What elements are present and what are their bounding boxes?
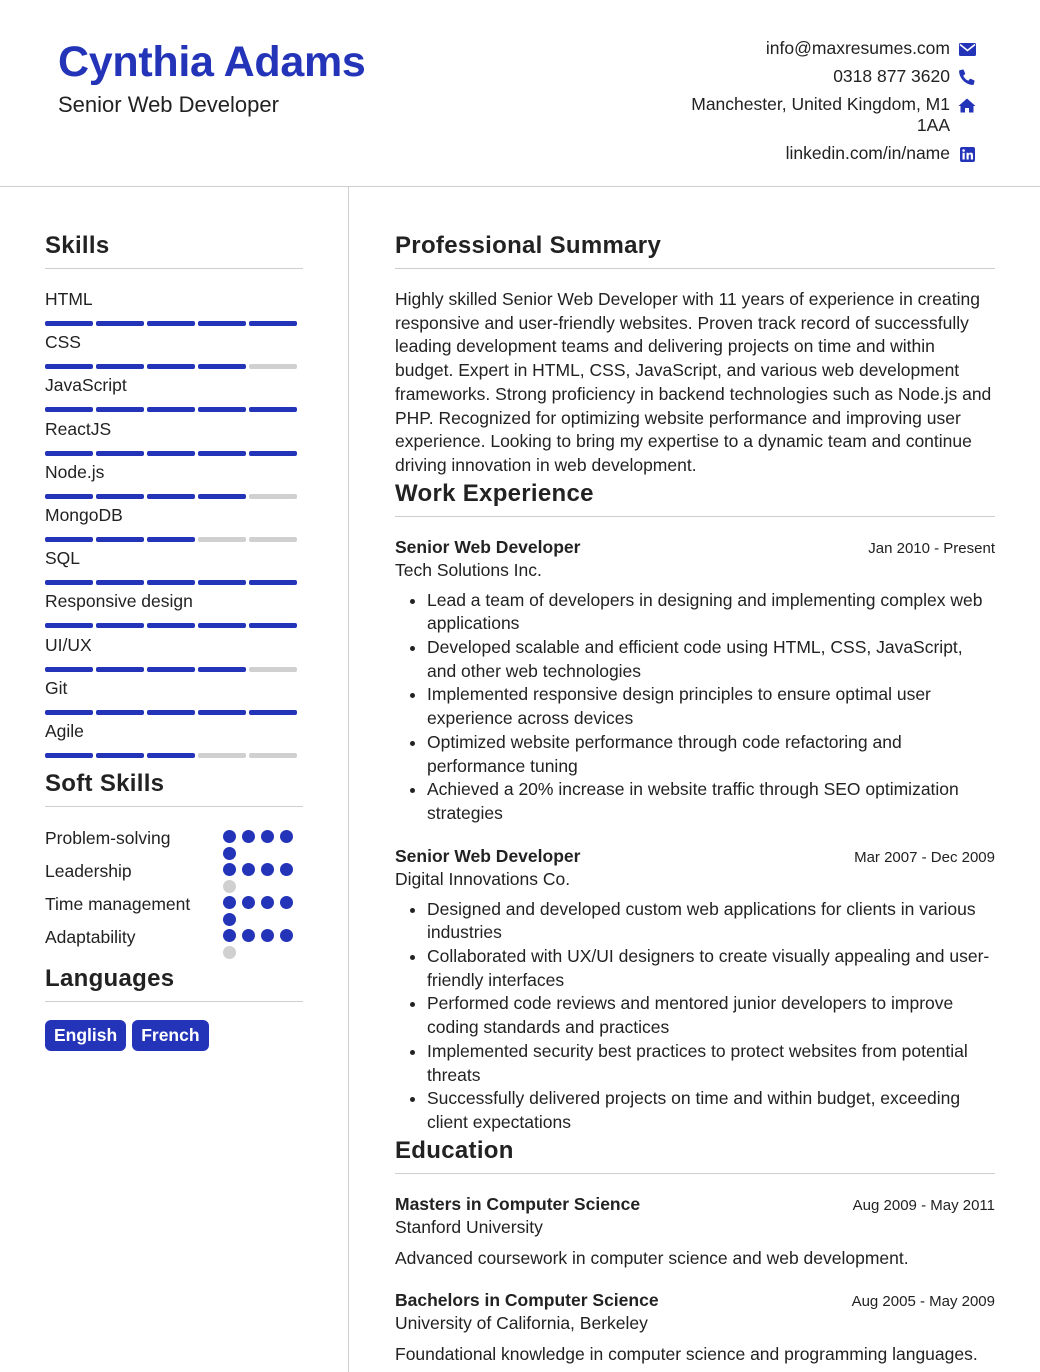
contact-address-text: Manchester, United Kingdom, M1 1AA: [691, 94, 950, 135]
education-entry: [395, 1290, 995, 1367]
skill-level-segment: [45, 623, 93, 628]
summary-heading: Professional Summary: [395, 232, 995, 269]
skill-level-segment: [249, 710, 297, 715]
soft-skill-name: Time management: [45, 894, 191, 915]
rating-dot: [242, 896, 255, 909]
rating-dot: [223, 913, 236, 926]
rating-dot: [223, 946, 236, 959]
soft-skill-item: [45, 893, 303, 926]
skill-name: HTML: [45, 289, 93, 309]
skill-level-bar: [45, 623, 303, 628]
skill-item: [45, 721, 303, 764]
skills-list: [45, 289, 303, 764]
skill-level-segment: [96, 753, 144, 758]
skill-level-segment: [249, 407, 297, 412]
skill-level-segment: [45, 494, 93, 499]
skill-level-segment: [147, 667, 195, 672]
rating-dot: [261, 929, 274, 942]
languages-heading: Languages: [45, 965, 303, 1002]
skill-level-segment: [198, 451, 246, 456]
experience-heading: Work Experience: [395, 480, 995, 517]
header-divider: [0, 186, 1040, 187]
job-bullet: • Designed and developed custom web applications for clients in various industries: [427, 898, 995, 945]
rating-dot: [223, 896, 236, 909]
education-description: Advanced coursework in computer science and web development.: [395, 1247, 909, 1268]
skill-name: UI/UX: [45, 634, 92, 655]
job-bullet: • Achieved a 20% increase in website traffic through SEO optimization strategies: [427, 778, 995, 825]
skill-level-segment: [45, 407, 93, 412]
soft-skill-rating: [223, 830, 303, 860]
skill-level-bar: [45, 451, 303, 456]
skill-level-bar: [45, 580, 303, 585]
envelope-icon: [958, 40, 976, 58]
skill-level-segment: [147, 710, 195, 715]
rating-dot: [280, 863, 293, 876]
rating-dot: [280, 896, 293, 909]
skill-item: [45, 505, 303, 548]
skill-level-segment: [96, 321, 144, 326]
contact-address: [656, 94, 976, 136]
right-column: [395, 232, 995, 1367]
skill-level-segment: [96, 451, 144, 456]
skill-level-segment: [198, 494, 246, 499]
skill-item: [45, 375, 303, 418]
skill-level-bar: [45, 537, 303, 542]
skill-level-segment: [96, 537, 144, 542]
skill-level-segment: [198, 321, 246, 326]
skill-level-bar: [45, 321, 303, 326]
skill-name: JavaScript: [45, 375, 127, 396]
skill-level-segment: [198, 753, 246, 758]
skill-level-segment: [45, 753, 93, 758]
skill-level-segment: [147, 407, 195, 412]
skill-level-segment: [96, 667, 144, 672]
contact-email[interactable]: [656, 38, 976, 59]
skill-level-bar: [45, 364, 303, 369]
skill-level-segment: [147, 623, 195, 628]
soft-skill-name: Leadership: [45, 861, 132, 882]
skill-level-segment: [96, 623, 144, 628]
skill-name: Agile: [45, 720, 84, 741]
skill-level-segment: [45, 537, 93, 542]
job-company: Digital Innovations Co.: [395, 868, 571, 889]
skill-name: Responsive design: [45, 591, 193, 612]
skill-level-segment: [96, 407, 144, 412]
job-entry: [395, 846, 995, 1135]
skill-level-segment: [198, 710, 246, 715]
skill-item: [45, 635, 303, 678]
skill-level-segment: [45, 580, 93, 585]
job-header: [395, 537, 995, 558]
skill-item: [45, 462, 303, 505]
job-role: Senior Web Developer: [395, 845, 581, 866]
soft-skill-item: [45, 926, 303, 959]
education-dates: Aug 2009 - May 2011: [852, 1196, 995, 1214]
job-company: Tech Solutions Inc.: [395, 559, 542, 580]
skill-name: MongoDB: [45, 504, 123, 525]
education-school: University of California, Berkeley: [395, 1313, 648, 1334]
skill-level-bar: [45, 753, 303, 758]
skill-level-segment: [249, 321, 297, 326]
job-bullet: • Lead a team of developers in designing and implementing complex web applications: [427, 589, 995, 636]
skill-item: [45, 419, 303, 462]
skill-level-segment: [147, 451, 195, 456]
skill-level-segment: [147, 753, 195, 758]
job-dates: Mar 2007 - Dec 2009: [854, 848, 995, 866]
rating-dot: [223, 863, 236, 876]
rating-dot: [242, 830, 255, 843]
skills-heading: Skills: [45, 232, 303, 269]
job-bullet: • Collaborated with UX/UI designers to create visually appealing and user-friendly interfaces: [427, 945, 995, 992]
skill-level-segment: [45, 451, 93, 456]
skill-level-segment: [147, 364, 195, 369]
job-entry: [395, 537, 995, 826]
education-school: Stanford University: [395, 1216, 543, 1237]
skill-level-segment: [45, 364, 93, 369]
skill-name: CSS: [45, 332, 81, 353]
soft-skill-rating: [223, 863, 303, 893]
rating-dot: [261, 830, 274, 843]
skill-level-segment: [198, 407, 246, 412]
soft-skill-name: Adaptability: [45, 927, 136, 948]
skill-level-segment: [96, 364, 144, 369]
skill-level-segment: [45, 667, 93, 672]
skill-item: [45, 289, 303, 332]
skill-level-segment: [198, 537, 246, 542]
education-heading: Education: [395, 1137, 995, 1174]
skill-level-segment: [249, 494, 297, 499]
rating-dot: [280, 929, 293, 942]
soft-skill-item: [45, 860, 303, 893]
language-chip: French: [132, 1020, 208, 1051]
skill-level-segment: [249, 364, 297, 369]
candidate-name: Cynthia Adams: [58, 38, 366, 86]
rating-dot: [223, 830, 236, 843]
candidate-title: Senior Web Developer: [58, 92, 279, 117]
soft-skills-heading: Soft Skills: [45, 770, 303, 807]
job-header: [395, 846, 995, 867]
skill-level-segment: [249, 623, 297, 628]
job-role: Senior Web Developer: [395, 536, 581, 557]
skill-level-segment: [96, 710, 144, 715]
skill-item: [45, 332, 303, 375]
rating-dot: [261, 896, 274, 909]
education-degree: Bachelors in Computer Science: [395, 1290, 659, 1311]
soft-skill-rating: [223, 896, 303, 926]
contact-phone[interactable]: [656, 66, 976, 87]
left-column: [45, 232, 303, 1051]
skill-level-segment: [147, 580, 195, 585]
soft-skill-name: Problem-solving: [45, 828, 171, 849]
experience-list: [395, 537, 995, 1135]
education-entry: [395, 1194, 995, 1271]
skill-item: [45, 678, 303, 721]
job-bullet: • Successfully delivered projects on time and within budget, exceeding client expectations: [427, 1087, 995, 1134]
skill-level-segment: [96, 580, 144, 585]
skill-name: ReactJS: [45, 418, 112, 439]
rating-dot: [242, 863, 255, 876]
education-list: [395, 1194, 995, 1367]
skill-level-segment: [45, 321, 93, 326]
contact-block: [656, 38, 976, 171]
rating-dot: [261, 863, 274, 876]
job-bullets: [395, 898, 995, 1135]
languages-list: [45, 1020, 303, 1051]
job-bullet: • Optimized website performance through code refactoring and performance tuning: [427, 731, 995, 778]
job-bullet: • Performed code reviews and mentored junior developers to improve coding standards and practices: [427, 992, 995, 1039]
skill-item: [45, 591, 303, 634]
education-header: [395, 1290, 995, 1311]
job-bullet: • Developed scalable and efficient code using HTML, CSS, JavaScript, and other web technologies: [427, 636, 995, 683]
education-header: [395, 1194, 995, 1215]
skill-level-segment: [198, 364, 246, 369]
column-divider: [348, 187, 349, 1372]
skill-name: SQL: [45, 548, 81, 569]
contact-linkedin[interactable]: [656, 143, 976, 164]
rating-dot: [223, 929, 236, 942]
skill-item: [45, 548, 303, 591]
education-degree: Masters in Computer Science: [395, 1193, 641, 1214]
skill-level-segment: [96, 494, 144, 499]
job-bullets: [395, 589, 995, 826]
job-dates: Jan 2010 - Present: [868, 539, 995, 557]
education-dates: Aug 2005 - May 2009: [851, 1293, 995, 1311]
rating-dot: [223, 847, 236, 860]
education-description: Foundational knowledge in computer science and programming languages.: [395, 1344, 978, 1365]
skill-level-segment: [147, 537, 195, 542]
skill-level-segment: [147, 494, 195, 499]
skill-level-segment: [249, 753, 297, 758]
rating-dot: [223, 880, 236, 893]
job-bullet: • Implemented responsive design principles to ensure optimal user experience across devices: [427, 683, 995, 730]
skill-level-segment: [249, 451, 297, 456]
skill-level-bar: [45, 710, 303, 715]
skill-level-segment: [198, 667, 246, 672]
job-bullet: • Implemented security best practices to protect websites from potential threats: [427, 1040, 995, 1087]
contact-linkedin-text: linkedin.com/in/name: [785, 143, 950, 163]
soft-skills-list: [45, 827, 303, 959]
contact-phone-text: 0318 877 3620: [833, 66, 950, 86]
phone-icon: [958, 68, 976, 86]
skill-level-bar: [45, 407, 303, 412]
skill-level-segment: [249, 580, 297, 585]
skill-level-segment: [249, 537, 297, 542]
rating-dot: [280, 830, 293, 843]
rating-dot: [242, 929, 255, 942]
summary-text: Highly skilled Senior Web Developer with 11 years of experience in creating responsive and user-friendly websites. Proven track record of successfully leading development teams and delivering projects on time and within budget. Expert in HTML, CSS, JavaScript, and various web development frameworks. Strong proficiency in backend technologies such as Node.js and PHP. Recognized for optimizing website performance and improving user experience. Looking to bring my expertise to a dynamic team and continue driving innovation in web development.: [395, 289, 992, 475]
skill-level-segment: [198, 580, 246, 585]
skill-level-segment: [198, 623, 246, 628]
skill-level-bar: [45, 667, 303, 672]
skill-level-bar: [45, 494, 303, 499]
soft-skill-rating: [223, 929, 303, 959]
soft-skill-item: [45, 827, 303, 860]
skill-level-segment: [45, 710, 93, 715]
skill-name: Git: [45, 677, 68, 698]
skill-name: Node.js: [45, 461, 105, 482]
contact-email-text: info@maxresumes.com: [765, 38, 950, 58]
skill-level-segment: [147, 321, 195, 326]
skill-level-segment: [249, 667, 297, 672]
language-chip: English: [45, 1020, 126, 1051]
linkedin-icon: [958, 145, 976, 163]
home-icon: [958, 96, 976, 114]
